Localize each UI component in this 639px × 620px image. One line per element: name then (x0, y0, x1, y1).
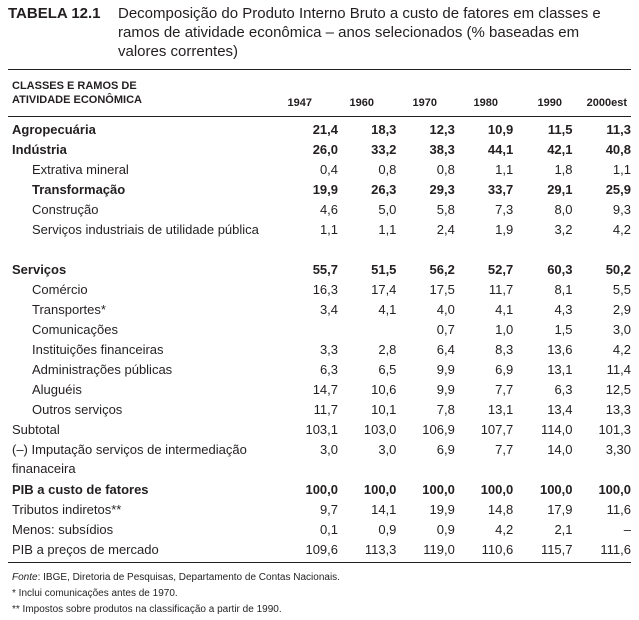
cell-1947: 6,3 (319, 362, 339, 377)
cell-1970: 19,9 (429, 502, 455, 517)
cell-1970: 29,3 (429, 182, 455, 197)
cell-1980: 1,0 (495, 322, 514, 337)
header-rule (8, 116, 631, 117)
col-header-2000est: 2000est (586, 97, 627, 109)
table-row (8, 360, 631, 380)
cell-1947: 16,3 (312, 282, 339, 297)
cell-2000est: 13,3 (605, 402, 631, 417)
cell-1960: 6,5 (378, 362, 397, 377)
row-header-line1: CLASSES E RAMOS DE (12, 80, 137, 92)
cell-1947: 3,3 (319, 342, 339, 357)
cell-2000est: 111,6 (600, 542, 631, 557)
cell-1970: 17,5 (429, 282, 455, 297)
row-label: Transportes* (32, 302, 106, 317)
cell-2000est: 11,6 (606, 502, 631, 517)
table-row (8, 300, 631, 320)
data-table (8, 120, 631, 560)
col-header-1960: 1960 (349, 97, 374, 109)
row-label: Transformação (32, 182, 126, 197)
cell-1970: 12,3 (429, 122, 455, 137)
cell-1980: 1,1 (495, 162, 514, 177)
cell-2000est: 50,2 (605, 262, 631, 277)
row-label: PIB a custo de fatores (12, 482, 149, 497)
cell-1980: 8,3 (495, 342, 514, 357)
cell-1970: 0,9 (436, 522, 455, 537)
cell-1960: 103,0 (363, 422, 397, 437)
cell-1970: 119,0 (423, 542, 455, 557)
cell-1960: 18,3 (371, 122, 397, 137)
cell-1990: 14,0 (547, 442, 573, 457)
cell-1980: 100,0 (480, 482, 514, 497)
cell-2000est: 11,4 (606, 362, 631, 377)
cell-1980: 13,1 (487, 402, 514, 417)
row-label: Comércio (32, 282, 88, 297)
cell-1960: 33,2 (371, 142, 397, 157)
cell-1947: 26,0 (312, 142, 339, 157)
cell-1960: 0,8 (378, 162, 397, 177)
row-label: Instituições financeiras (32, 342, 164, 357)
cell-2000est: 40,8 (605, 142, 631, 157)
cell-1947 (283, 320, 338, 340)
cell-1990: 60,3 (547, 262, 573, 277)
cell-1947: 1,1 (319, 222, 339, 237)
row-header-line2: ATIVIDADE ECONÔMICA (12, 94, 142, 106)
cell-1970: 0,7 (436, 322, 455, 337)
bottom-rule (8, 562, 631, 563)
row-label: Indústria (12, 142, 67, 157)
cell-1960: 10,1 (371, 402, 397, 417)
cell-2000est: 25,9 (605, 182, 631, 197)
cell-1970: 7,8 (436, 402, 455, 417)
cell-1947: 4,6 (319, 202, 339, 217)
cell-1980: 52,7 (487, 262, 514, 277)
row-label: Serviços (12, 262, 67, 277)
cell-1980: 10,9 (487, 122, 514, 137)
cell-1990: 100,0 (539, 482, 573, 497)
cell-1947: 100,0 (305, 482, 339, 497)
cell-1960: 26,3 (371, 182, 397, 197)
cell-1960: 2,8 (378, 342, 397, 357)
table-row (8, 260, 631, 280)
row-label: Extrativa mineral (32, 162, 129, 177)
cell-1980: 11,7 (488, 282, 514, 297)
row-label: Serviços industriais de utilidade pública (32, 222, 259, 237)
cell-2000est: 4,2 (612, 342, 631, 357)
cell-1947: 109,6 (305, 542, 339, 557)
cell-1960: 3,0 (378, 442, 397, 457)
row-label: Subtotal (12, 422, 60, 437)
cell-2000est: 2,9 (612, 302, 631, 317)
cell-1990: 13,1 (547, 362, 573, 377)
table-row (8, 420, 631, 440)
cell-1990: 8,0 (554, 202, 573, 217)
table-row (8, 520, 631, 540)
row-label: Administrações públicas (32, 362, 173, 377)
cell-1990: 114,0 (540, 422, 573, 437)
table-row (8, 380, 631, 400)
source-note (12, 570, 340, 586)
cell-1947: 21,4 (312, 122, 339, 137)
cell-1947: 19,9 (312, 182, 339, 197)
table-row (8, 280, 631, 300)
cell-1990: 3,2 (554, 222, 573, 237)
cell-1970: 9,9 (436, 362, 455, 377)
cell-1960: 10,6 (371, 382, 397, 397)
cell-1990: 6,3 (554, 382, 573, 397)
table-row (8, 480, 631, 500)
cell-1980: 7,7 (495, 442, 514, 457)
table-row (8, 340, 631, 360)
row-label: Comunicações (32, 322, 118, 337)
cell-2000est: 4,2 (612, 222, 631, 237)
row-label: PIB a preços de mercado (12, 542, 159, 557)
row-label: Construção (32, 202, 99, 217)
cell-1947: 9,7 (319, 502, 339, 517)
footnote-2: ** Impostos sobre produtos na classificação a partir de 1990. (12, 604, 282, 615)
table-row (8, 540, 631, 560)
cell-1990: 115,7 (540, 542, 573, 557)
cell-1947: 3,0 (319, 442, 339, 457)
cell-2000est: 11,3 (606, 122, 631, 137)
cell-1990: 29,1 (547, 182, 573, 197)
cell-1960: 0,9 (378, 522, 397, 537)
cell-1990: 17,9 (547, 502, 573, 517)
cell-1960: 100,0 (363, 482, 397, 497)
col-header-1980: 1980 (473, 97, 498, 109)
cell-1970: 5,8 (436, 202, 455, 217)
cell-2000est: 100,0 (598, 482, 631, 497)
cell-1960: 51,5 (371, 262, 397, 277)
table-number: TABELA 12.1 (8, 5, 101, 22)
cell-1947: 0,1 (319, 522, 339, 537)
cell-1960 (338, 320, 396, 340)
cell-1980: 33,7 (487, 182, 514, 197)
cell-1980: 4,2 (495, 522, 514, 537)
cell-1960: 17,4 (371, 282, 397, 297)
cell-1990: 13,6 (547, 342, 573, 357)
cell-1980: 1,9 (495, 222, 514, 237)
cell-1970: 6,9 (436, 442, 455, 457)
cell-1980: 7,7 (495, 382, 514, 397)
cell-2000est: 3,30 (605, 442, 631, 457)
table-row (8, 200, 631, 220)
row-header (12, 79, 142, 107)
row-label: Outros serviços (32, 402, 123, 417)
source-label: Fonte (12, 572, 38, 583)
col-header-1990: 1990 (537, 97, 562, 109)
cell-1947: 11,7 (313, 402, 339, 417)
table-row (8, 160, 631, 180)
cell-1970: 56,2 (429, 262, 455, 277)
cell-1990: 13,4 (547, 402, 573, 417)
cell-2000est: 5,5 (612, 282, 631, 297)
cell-1970: 6,4 (436, 342, 455, 357)
cell-2000est: 12,5 (605, 382, 631, 397)
cell-1990: 4,3 (554, 302, 573, 317)
cell-2000est: 3,0 (612, 322, 631, 337)
table-row (8, 400, 631, 420)
table-row (8, 140, 631, 160)
row-label: (–) Imputação serviços de intermediação finanaceira (12, 442, 247, 476)
cell-1990: 11,5 (547, 122, 573, 137)
table-notes (12, 570, 340, 618)
cell-1960: 5,0 (378, 202, 397, 217)
cell-1980: 14,8 (487, 502, 514, 517)
col-header-1970: 1970 (412, 97, 437, 109)
cell-1947: 3,4 (319, 302, 339, 317)
cell-1990: 1,5 (554, 322, 573, 337)
row-label: Menos: subsídios (12, 522, 114, 537)
row-label: Tributos indiretos** (12, 502, 122, 517)
cell-1970: 0,8 (436, 162, 455, 177)
cell-1980: 4,1 (495, 302, 514, 317)
row-label: Agropecuária (12, 122, 96, 137)
cell-2000est: 101,3 (598, 422, 631, 437)
cell-1980: 110,6 (481, 542, 514, 557)
cell-1970: 100,0 (422, 482, 455, 497)
table-row (8, 120, 631, 140)
cell-1980: 7,3 (495, 202, 514, 217)
table-row (8, 320, 631, 340)
cell-1970: 4,0 (436, 302, 455, 317)
cell-1970: 38,3 (429, 142, 455, 157)
cell-2000est: 9,3 (612, 202, 631, 217)
footnote-1: * Inclui comunicações antes de 1970. (12, 588, 178, 599)
cell-1970: 9,9 (436, 382, 455, 397)
cell-1990: 8,1 (554, 282, 573, 297)
cell-1970: 2,4 (436, 222, 455, 237)
col-header-1947: 1947 (287, 97, 312, 109)
cell-1960: 113,3 (364, 542, 397, 557)
table-row (8, 180, 631, 200)
cell-1960: 4,1 (378, 302, 397, 317)
row-label: Aluguéis (32, 382, 82, 397)
cell-2000est: – (623, 522, 631, 537)
cell-1990: 1,8 (554, 162, 573, 177)
cell-1990: 42,1 (547, 142, 573, 157)
table-title: Decomposição do Produto Interno Bruto a custo de fatores em classes e ramos de atividade econômica – anos selecionados (% baseadas em valores correntes) (118, 5, 601, 60)
cell-1960: 14,1 (371, 502, 397, 517)
cell-1990: 2,1 (554, 522, 573, 537)
cell-1960: 1,1 (378, 222, 397, 237)
cell-2000est: 1,1 (612, 162, 631, 177)
cell-1947: 14,7 (312, 382, 339, 397)
source-text: : IBGE, Diretoria de Pesquisas, Departamento de Contas Nacionais. (37, 572, 340, 583)
cell-1980: 6,9 (495, 362, 514, 377)
table-row (8, 220, 631, 260)
table-row (8, 440, 631, 480)
cell-1970: 106,9 (422, 422, 455, 437)
cell-1980: 44,1 (487, 142, 514, 157)
top-rule (8, 69, 631, 70)
cell-1947: 0,4 (319, 162, 339, 177)
cell-1947: 55,7 (312, 262, 339, 277)
cell-1980: 107,7 (480, 422, 514, 437)
cell-1947: 103,1 (305, 422, 339, 437)
table-row (8, 500, 631, 520)
